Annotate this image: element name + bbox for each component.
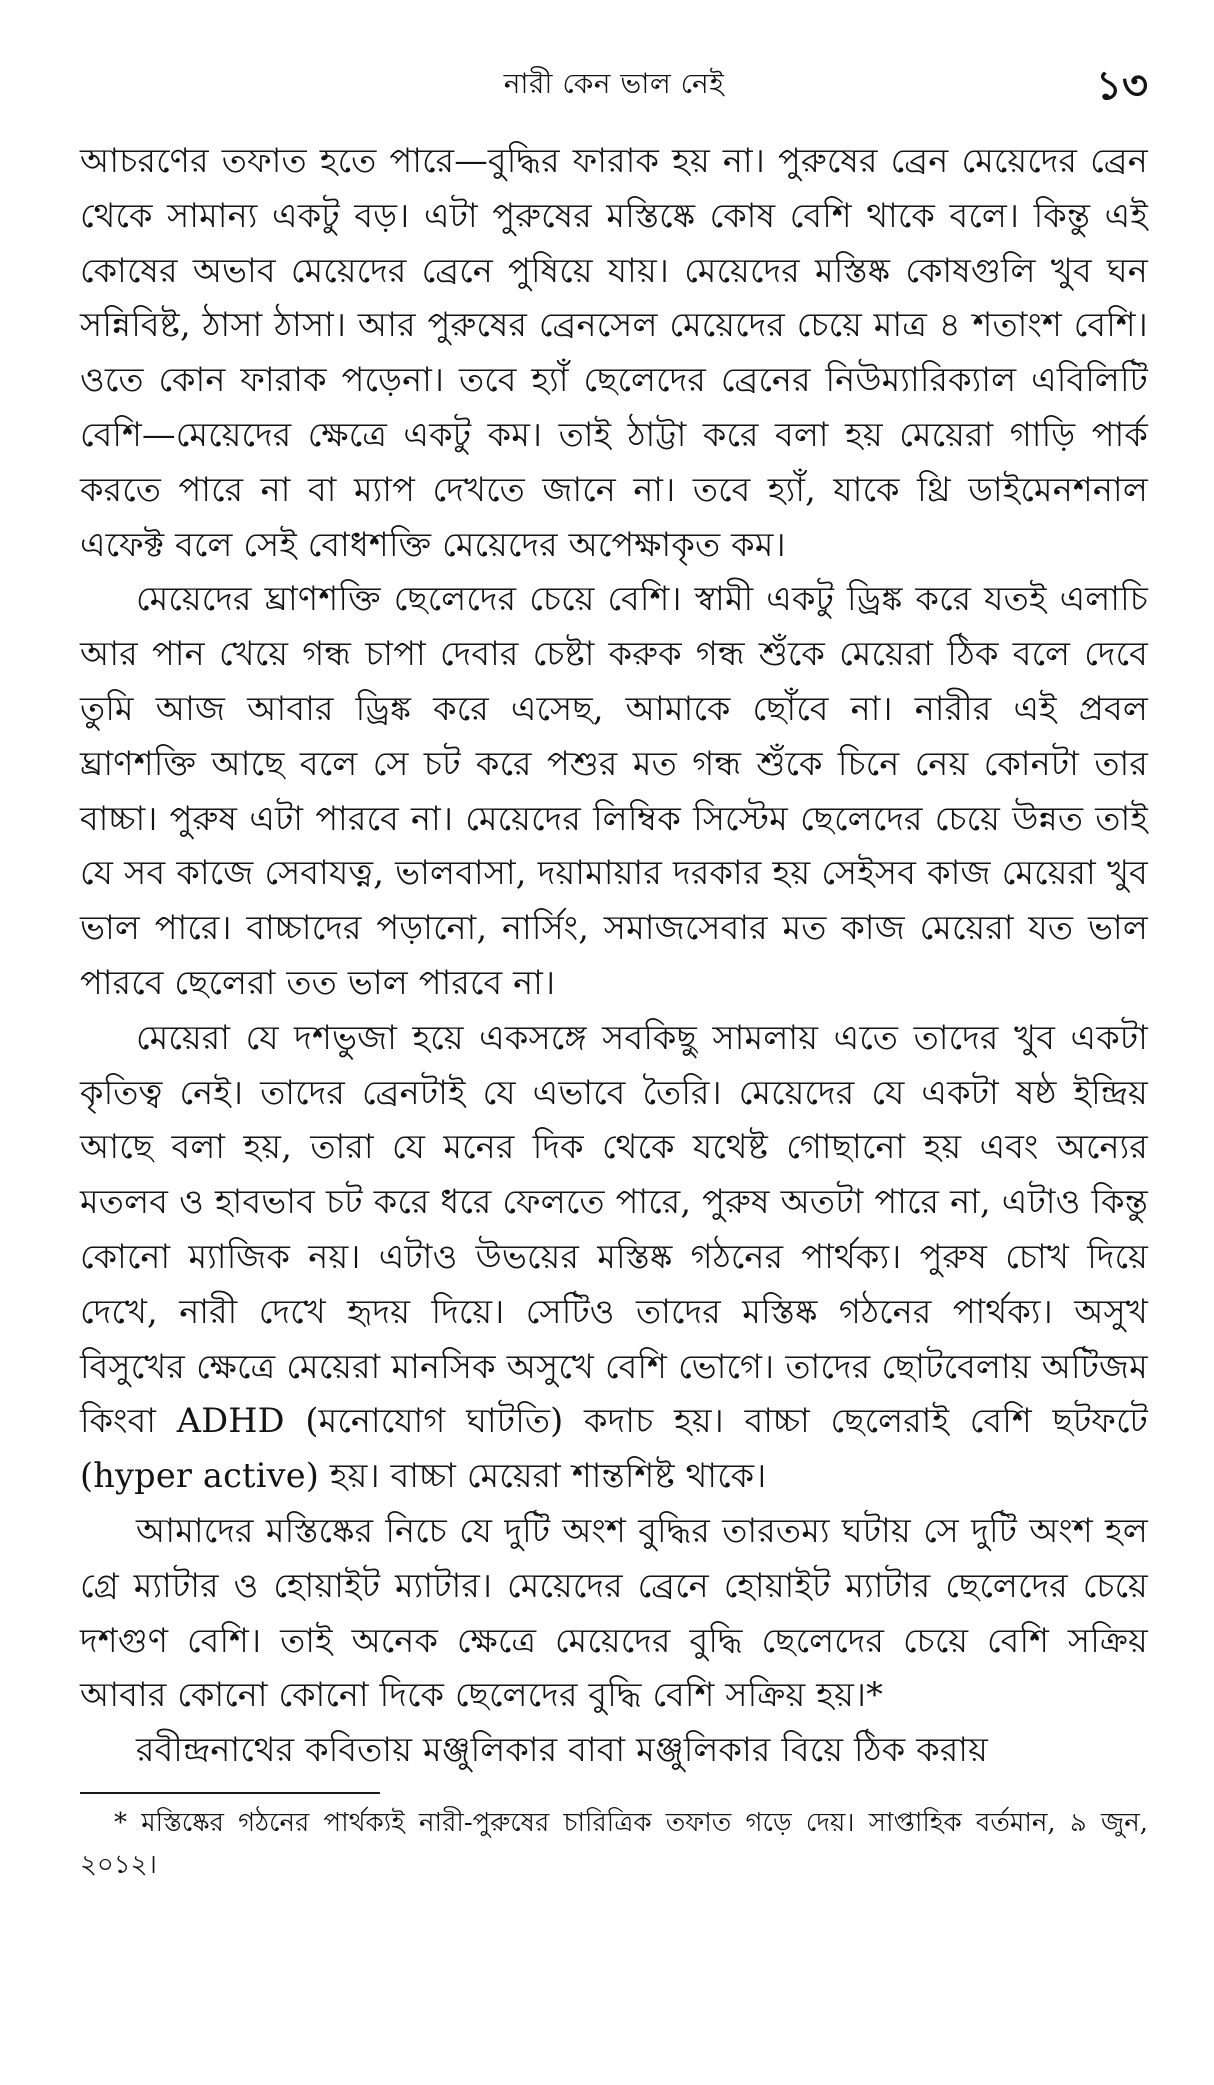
footnote: * মস্তিষ্কের গঠনের পার্থক্যই নারী-পুরুষের চারিত্রিক তফাত গড়ে দেয়। সাপ্তাহিক বর্তমান, ৯ জুন, ২০১২। bbox=[80, 1807, 1148, 1880]
paragraph-3: মেয়েরা যে দশভুজা হয়ে একসঙ্গে সবকিছু সামলায় এতে তাদের খুব একটা কৃতিত্ব নেই। তাদের ব্রেনটাই যে এভাবে তৈরি। মেয়েদের যে একটা ষষ্ঠ ইন্দ্রিয় আছে বলা হয়, তারা যে মনের দিক থেকে যথেষ্ট গোছানো হয় এবং অন্যের মতলব ও হাবভাব চট করে ধরে ফেলতে পারে, পুরুষ অতটা পারে না, এটাও কিন্তু কোনো ম্যাজিক নয়। এটাও উভয়ের মস্তিষ্ক গঠনের পার্থক্য। পুরুষ চোখ দিয়ে দেখে, নারী দেখে হৃদয় দিয়ে। সেটিও তাদের মস্তিষ্ক গঠনের পার্থক্য। অসুখ বিসুখের ক্ষেত্রে মেয়েরা মানসিক অসুখে বেশি ভোগে। তাদের ছোটবেলায় অটিজম কিংবা ADHD (মনোযোগ ঘাটতি) কদাচ হয়। বাচ্চা ছেলেরাই বেশি ছটফটে (hyper active) হয়। বাচ্চা মেয়েরা শান্তশিষ্ট থাকে। bbox=[80, 1017, 1148, 1496]
paragraph-1: আচরণের তফাত হতে পারে—বুদ্ধির ফারাক হয় না। পুরুষের ব্রেন মেয়েদের ব্রেন থেকে সামান্য একটু বড়। এটা পুরুষের মস্তিষ্কে কোষ বেশি থাকে বলে। কিন্তু এই কোষের অভাব মেয়েদের ব্রেনে পুষিয়ে যায়। মেয়েদের মস্তিষ্ক কোষগুলি খুব ঘন সন্নিবিষ্ট, ঠাসা ঠাসা। আর পুরুষের ব্রেনসেল মেয়েদের চেয়ে মাত্র ৪ শতাংশ বেশি। ওতে কোন ফারাক পড়েনা। তবে হ্যাঁ ছেলেদের ব্রেনের নিউম্যারিক্যাল এবিলিটি বেশি—মেয়েদের ক্ষেত্রে একটু কম। তাই ঠাট্টা করে বলা হয় মেয়েরা গাড়ি পার্ক করতে পারে না বা ম্যাপ দেখতে জানে না। তবে হ্যাঁ, যাকে থ্রি ডাইমেনশনাল এফেক্ট বলে সেই বোধশক্তি মেয়েদের অপেক্ষাকৃত কম। bbox=[80, 141, 1148, 564]
footnote-divider bbox=[80, 1792, 380, 1794]
running-header bbox=[80, 40, 1148, 110]
paragraph-5: রবীন্দ্রনাথের কবিতায় মঞ্জুলিকার বাবা মঞ্জুলিকার বিয়ে ঠিক করায় bbox=[136, 1730, 989, 1770]
body-text bbox=[80, 134, 1148, 1778]
book-page bbox=[80, 40, 1148, 2060]
page-number: ১৩ bbox=[1096, 62, 1148, 109]
running-title: নারী কেন ভাল নেই bbox=[503, 67, 725, 100]
paragraph-2: মেয়েদের ঘ্রাণশক্তি ছেলেদের চেয়ে বেশি। স্বামী একটু ড্রিঙ্ক করে যতই এলাচি আর পান খেয়ে গন্ধ চাপা দেবার চেষ্টা করুক গন্ধ শুঁকে মেয়েরা ঠিক বলে দেবে তুমি আজ আবার ড্রিঙ্ক করে এসেছ, আমাকে ছোঁবে না। নারীর এই প্রবল ঘ্রাণশক্তি আছে বলে সে চট করে পশুর মত গন্ধ শুঁকে চিনে নেয় কোনটা তার বাচ্চা। পুরুষ এটা পারবে না। মেয়েদের লিম্বিক সিস্টেম ছেলেদের চেয়ে উন্নত তাই যে সব কাজে সেবাযত্ন, ভালবাসা, দয়ামায়ার দরকার হয় সেইসব কাজ মেয়েরা খুব ভাল পারে। বাচ্চাদের পড়ানো, নার্সিং, সমাজসেবার মত কাজ মেয়েরা যত ভাল পারবে ছেলেরা তত ভাল পারবে না। bbox=[80, 579, 1148, 1002]
paragraph-4: আমাদের মস্তিষ্কের নিচে যে দুটি অংশ বুদ্ধির তারতম্য ঘটায় সে দুটি অংশ হল গ্রে ম্যাটার ও হোয়াইট ম্যাটার। মেয়েদের ব্রেনে হোয়াইট ম্যাটার ছেলেদের চেয়ে দশগুণ বেশি। তাই অনেক ক্ষেত্রে মেয়েদের বুদ্ধি ছেলেদের চেয়ে বেশি সক্রিয় আবার কোনো কোনো দিকে ছেলেদের বুদ্ধি বেশি সক্রিয় হয়।* bbox=[80, 1510, 1148, 1715]
